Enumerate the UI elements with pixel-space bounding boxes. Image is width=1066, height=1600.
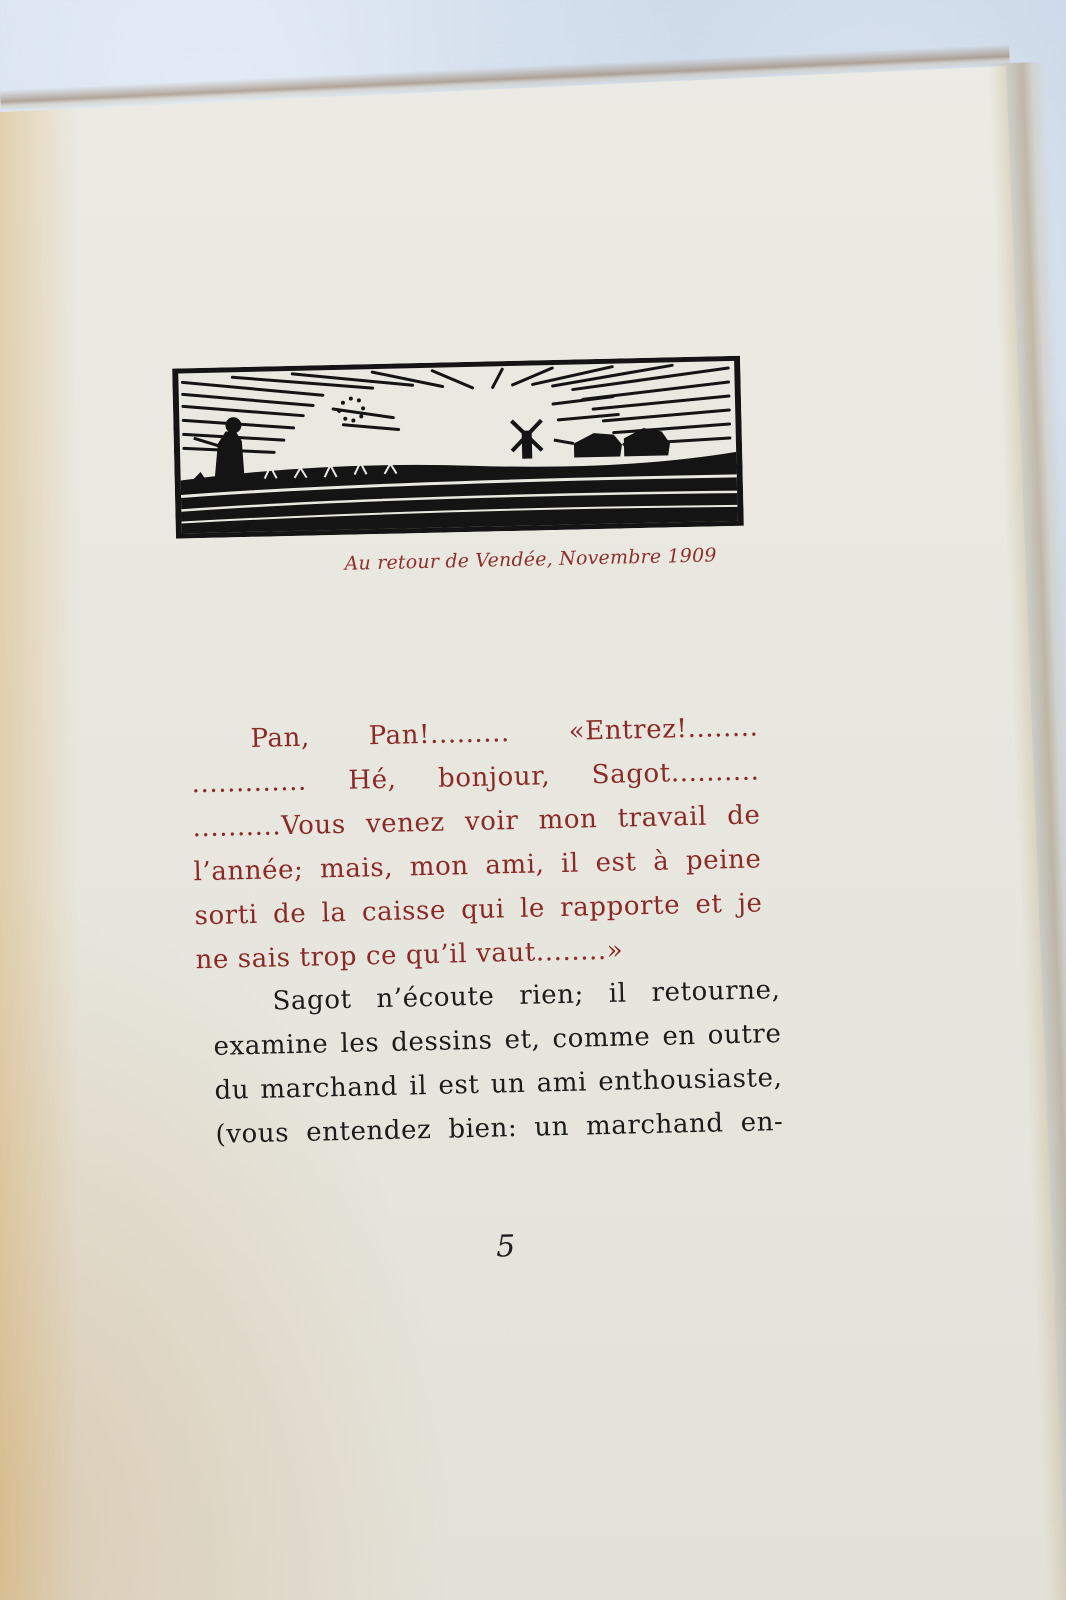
woodcut-illustration bbox=[172, 356, 744, 539]
narration-paragraph bbox=[212, 968, 784, 1157]
dialogue-line: Pan, Pan!......... «Entrez!........ bbox=[250, 712, 759, 754]
dialogue-line: ne sais trop ce qu’il vaut........» bbox=[195, 935, 624, 976]
dialogue-line: sorti de la caisse qui le rapporte et je bbox=[194, 888, 763, 932]
narration-line: du marchand il est un ami enthousiaste, bbox=[214, 1062, 783, 1106]
dialogue-paragraph bbox=[190, 705, 764, 982]
page-number: 5 bbox=[495, 1229, 516, 1265]
dialogue-line: l’année; mais, mon ami, il est à peine bbox=[193, 844, 762, 888]
dialogue-line: ..........Vous venez voir mon travail de bbox=[192, 800, 761, 844]
narration-line: (vous entendez bien: un marchand en- bbox=[215, 1106, 784, 1150]
narration-line: Sagot n’écoute rien; il retourne, bbox=[272, 975, 781, 1017]
woodcut-landscape-icon bbox=[172, 356, 744, 539]
narration-line: examine les dessins et, comme en outre bbox=[213, 1018, 782, 1062]
dialogue-line: ............. Hé, bonjour, Sagot.......... bbox=[191, 756, 760, 800]
illustration-caption: Au retour de Vendée, Novembre 1909 bbox=[344, 544, 717, 575]
